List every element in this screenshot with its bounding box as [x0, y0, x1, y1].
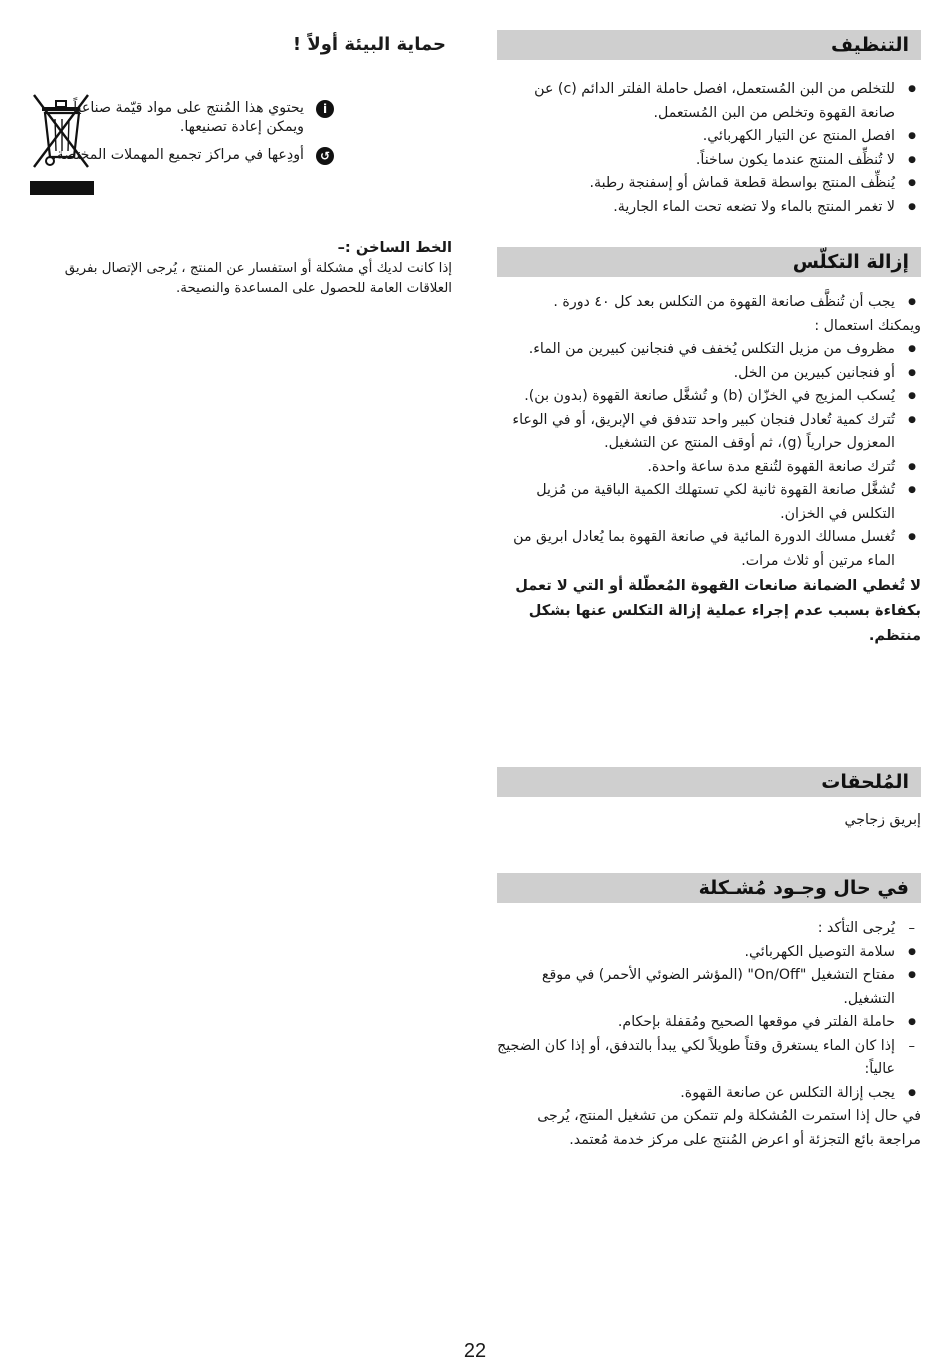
accessory-item: إبريق زجاجي — [844, 812, 921, 828]
list-item: – إذا كان الماء يستغرق وقتاً طويلاً لكي يبدأ بالتدفق، أو إذا كان الضجيج عالياً: — [497, 1035, 921, 1082]
environment-line-1-text: يحتوي هذا المُنتج على مواد قيّمة صناعياً ويمكن إعادة تصنيعها. — [73, 100, 304, 135]
descaling-list — [497, 338, 921, 573]
list-item: ● مفتاح التشغيل "On/Off" (المؤشر الضوئي الأحمر) في موقع التشغيل. — [497, 964, 921, 1011]
info-icon: i — [316, 100, 334, 118]
page-number: 22 — [463, 1340, 487, 1362]
environment-line-2-text: أودِعها في مراكز تجميع المهملات المختصة. — [51, 147, 304, 163]
accessories-section — [497, 767, 921, 833]
list-item: ● تُترك صانعة القهوة لتُنقع مدة ساعة واحدة. — [497, 456, 921, 480]
troubleshooting-closing: في حال إذا استمرت المُشكلة ولم تتمكن من تشغيل المنتج، يُرجى مراجعة بائع التجزئة أو اعرض المُنتج على مركز خدمة مُعتمد. — [537, 1108, 921, 1148]
cleaning-list — [497, 78, 921, 219]
troubleshooting-section — [497, 873, 921, 1152]
left-column — [28, 30, 452, 299]
list-item: ● حاملة الفلتر في موقعها الصحيح ومُقفلة بإحكام. — [497, 1011, 921, 1035]
list-item: ● يجب أن تُنظَّف صانعة القهوة من التكلس بعد كل ٤٠ دورة . — [497, 291, 921, 315]
list-item: ● تُشغَّل صانعة القهوة ثانية لكي تستهلك الكمية الباقية من مُزيل التكلس في الخزان. — [497, 479, 921, 526]
descaling-section — [497, 247, 921, 648]
list-item: ● يُسكب المزيج في الخزّان (b) و تُشغَّل صانعة القهوة (بدون بن). — [497, 385, 921, 409]
descaling-heading: إزالة التكلّس — [497, 247, 921, 277]
environment-block — [28, 89, 452, 219]
environment-heading: حماية البيئة أولاً ! — [292, 34, 446, 55]
accessories-heading: المُلحقات — [497, 767, 921, 797]
list-item: ● يجب إزالة التكلس عن صانعة القهوة. — [497, 1082, 921, 1106]
recycle-arrow-icon: ↺ — [316, 147, 334, 165]
hotline-text: إذا كانت لديك أي مشكلة أو استفسار عن المنتج ، يُرجى الإتصال بفريق العلاقات العامة للحصول على المساعدة والنصيحة. — [64, 261, 452, 296]
list-item: ● افصل المنتج عن التيار الكهربائي. — [497, 125, 921, 149]
environment-text — [34, 99, 334, 174]
cleaning-section — [497, 30, 921, 219]
list-item: ● لا تغمر المنتج بالماء ولا تضعه تحت الماء الجارية. — [497, 196, 921, 220]
environment-line-1 — [34, 99, 334, 137]
list-item: ● مظروف من مزيل التكلس يُخفف في فنجانين كبيرين من الماء. — [497, 338, 921, 362]
list-item: ● لا تُنظِّف المنتج عندما يكون ساخناً. — [497, 149, 921, 173]
list-item: ● تُترك كمية تُعادل فنجان كبير واحد تتدفق في الإبريق، أو في الوعاء المعزول حرارياً (g)، ثم أوقف المنتج عن التشغيل. — [497, 409, 921, 456]
list-item: ● سلامة التوصيل الكهربائي. — [497, 941, 921, 965]
list-item: ● للتخلص من البن المُستعمل، افصل حاملة الفلتر الدائم (c) عن صانعة القهوة وتخلص من البن المُستعمل. — [497, 78, 921, 125]
list-item: ● يُنظِّف المنتج بواسطة قطعة قماش أو إسفنجة رطبة. — [497, 172, 921, 196]
list-item: ● أو فنجانين كبيرين من الخل. — [497, 362, 921, 386]
list-item: – يُرجى التأكد : — [497, 917, 921, 941]
list-item: ● تُغسل مسالك الدورة المائية في صانعة القهوة بما يُعادل ابريق من الماء مرتين أو ثلاث مرات. — [497, 526, 921, 573]
cleaning-heading: التنظيف — [497, 30, 921, 60]
warranty-warning: لا تُغطي الضمانة صانعات القهوة المُعطّلة أو التي لا تعمل بكفاءة بسبب عدم إجراء عملية إزالة التكلس عنها بشكل منتظم. — [515, 577, 921, 644]
hotline-heading: الخط الساخن :– — [337, 239, 452, 256]
descaling-intro: ويمكنك استعمال : — [814, 317, 921, 334]
descaling-first-list — [497, 291, 921, 315]
troubleshooting-list — [497, 917, 921, 1105]
right-column — [497, 30, 921, 1148]
troubleshooting-heading: في حال وجـود مُشـكلة — [497, 873, 921, 903]
environment-line-2 — [34, 146, 334, 165]
